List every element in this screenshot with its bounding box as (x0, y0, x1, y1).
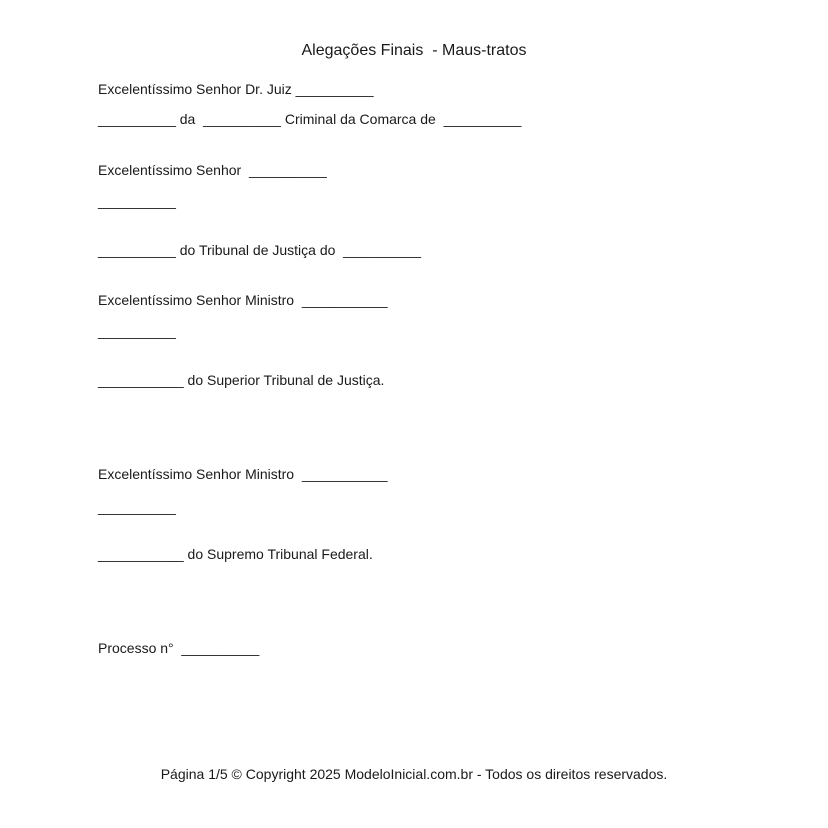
addressee-ministro-line: Excelentíssimo Senhor Ministro ___________ (98, 466, 388, 482)
addressee-ministro-line: Excelentíssimo Senhor Ministro ___________ (98, 292, 388, 308)
addressee-senhor-line: Excelentíssimo Senhor __________ (98, 162, 327, 178)
court-comarca-line: __________ da __________ Criminal da Comarca de __________ (98, 111, 522, 127)
footer-copyright-text: Página 1/5 © Copyright 2025 ModeloInicial.com.br - Todos os direitos reservados. (160, 766, 668, 782)
superior-tribunal-line: ___________ do Superior Tribunal de Justiça. (98, 372, 385, 388)
blank-line: __________ (98, 499, 176, 515)
supremo-tribunal-line: ___________ do Supremo Tribunal Federal. (98, 546, 373, 562)
addressee-judge-line: Excelentíssimo Senhor Dr. Juiz __________ (98, 81, 374, 97)
blank-line: __________ (98, 193, 176, 209)
blank-line: __________ (98, 323, 176, 339)
tribunal-justica-line: __________ do Tribunal de Justiça do __________ (98, 242, 422, 258)
page-title: Alegações Finais - Maus-tratos (301, 42, 527, 59)
processo-number-line: Processo n° __________ (98, 640, 260, 656)
